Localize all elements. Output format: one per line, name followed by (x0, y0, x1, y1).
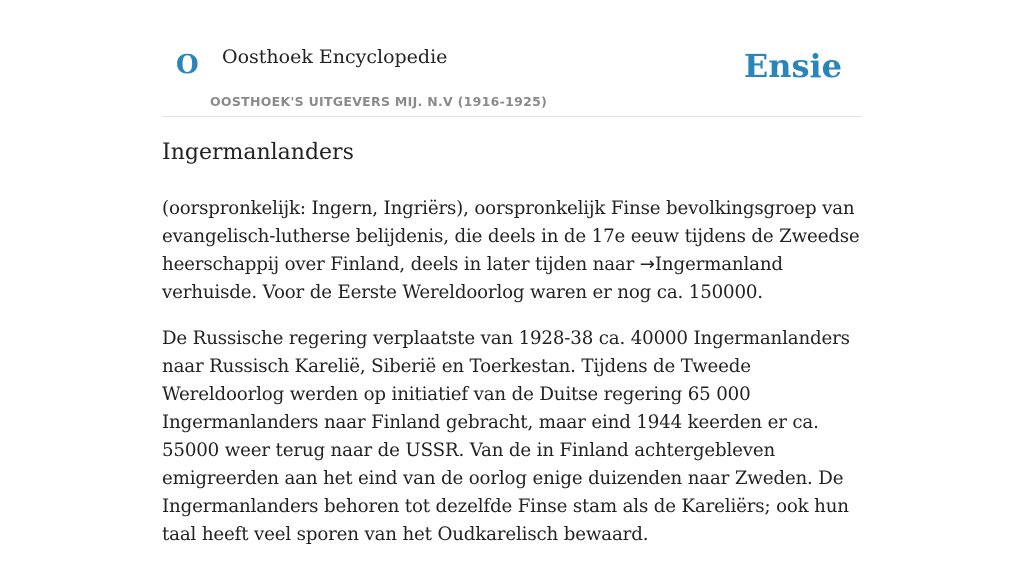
ingermanland-link[interactable]: Ingermanland (654, 253, 783, 275)
site-header (162, 0, 862, 117)
paragraph-text: verhuisde. Voor de Eerste Wereldoorlog waren er nog ca. 150000. (162, 281, 763, 303)
article-content (162, 138, 872, 567)
brand-logo-link[interactable]: Ensie (743, 47, 842, 85)
article-paragraph (162, 195, 872, 307)
site-logo-icon[interactable]: O (176, 50, 199, 80)
article-title: Ingermanlanders (162, 140, 354, 165)
publisher-subtitle: OOSTHOEK'S UITGEVERS MIJ. N.V (1916-1925) (210, 94, 548, 109)
paragraph-text: (oorspronkelijk: Ingern, Ingriërs), oorspronkelijk Finse bevolkingsgroep van evangelisch-lutherse belijdenis, die deels in de 17e eeuw tijdens de Zweedse heerschappij over Finland, deels in later tijden naar (162, 197, 860, 275)
article-paragraph: De Russische regering verplaatste van 1928-38 ca. 40000 Ingermanlanders naar Russisch Karelië, Siberië en Toerkestan. Tijdens de Tweede Wereldoorlog werden op initiatief van de Duitse regering 65 000 Ingermanlanders naar Finland gebracht, maar eind 1944 keerden er ca. 55000 weer terug naar de USSR. Van de in Finland achtergebleven emigreerden aan het eind van de oorlog enige duizenden naar Zweden. De Ingermanlanders behoren tot dezelfde Finse stam als de Kareliërs; ook hun taal heeft veel sporen van het Oudkarelisch bewaard. (162, 327, 850, 545)
site-title[interactable]: Oosthoek Encyclopedie (222, 46, 448, 68)
link-arrow-icon[interactable]: → (639, 253, 655, 275)
